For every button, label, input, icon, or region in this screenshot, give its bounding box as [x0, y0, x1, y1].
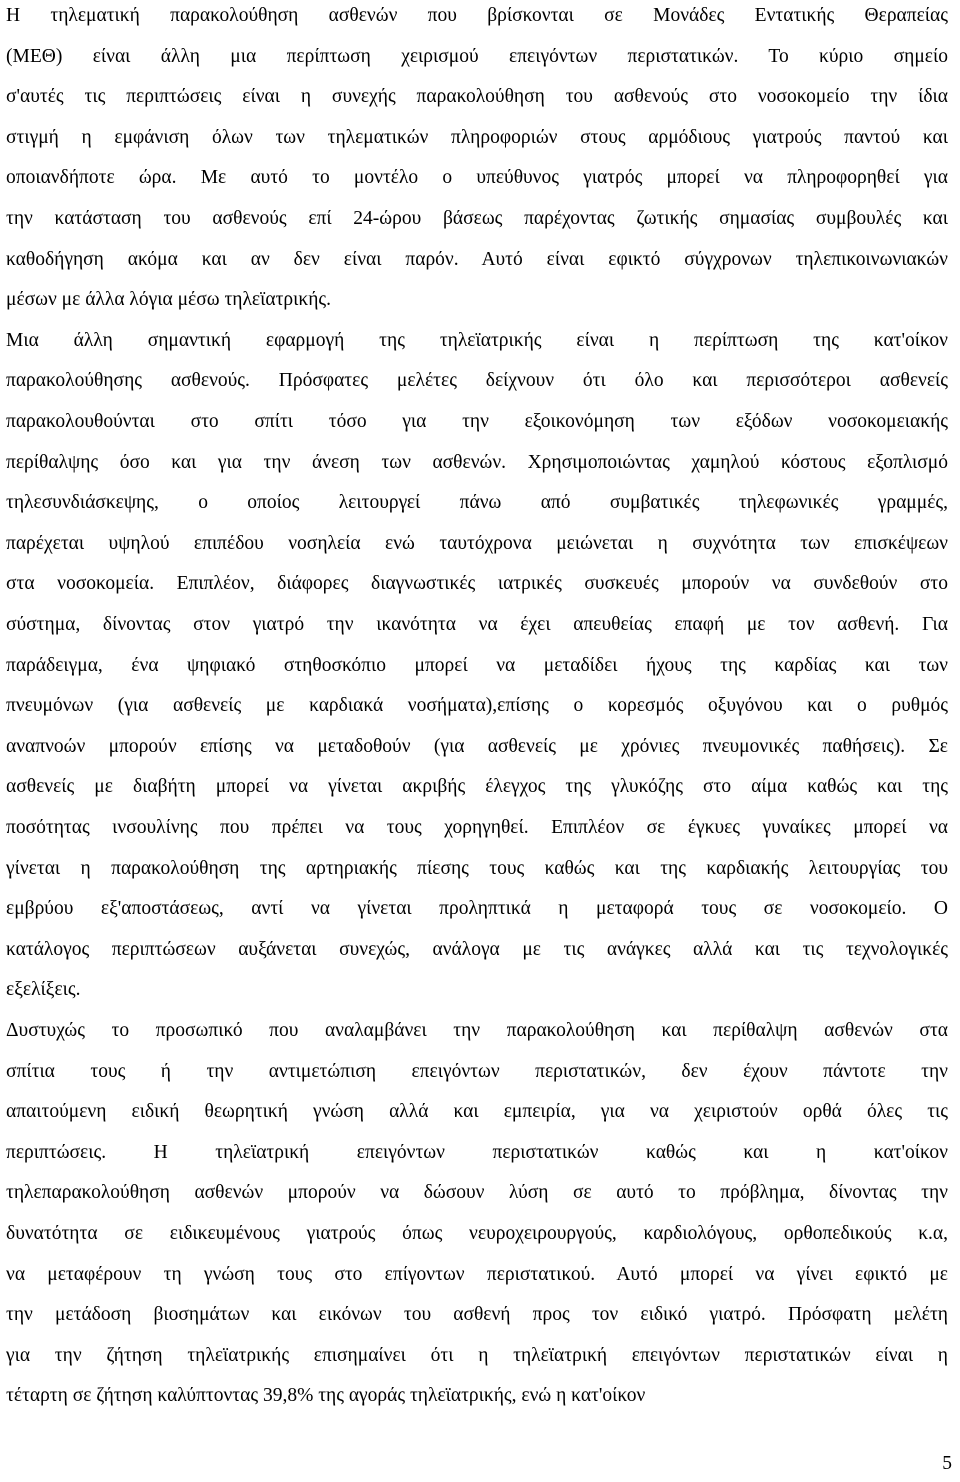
text-line: καθοδήγηση ακόμα και αν δεν είναι παρόν. Αυτό είναι εφικτό σύγχρονων τηλεπικοινωνιακών — [6, 248, 948, 270]
text-line: κατάλογος περιπτώσεων αυξάνεται συνεχώς, ανάλογα με τις ανάγκες αλλά και τις τεχνολογικές — [6, 938, 948, 960]
text-line: στιγμή η εμφάνιση όλων των τηλεματικών πληροφοριών στους αρμόδιους γιατρούς παντού και — [6, 126, 948, 148]
text-line: οποιανδήποτε ώρα. Με αυτό το μοντέλο ο υπεύθυνος γιατρός μπορεί να πληροφορηθεί για — [6, 167, 948, 189]
text-line: Μια άλλη σημαντική εφαρμογή της τηλεϊατρικής είναι η περίπτωση της κατ'οίκον — [6, 329, 948, 351]
text-line: σπίτια τους ή την αντιμετώπιση επειγόντων περιστατικών, δεν έχουν πάντοτε την — [6, 1060, 948, 1082]
text-line: την μετάδοση βιοσημάτων και εικόνων του ασθενή προς τον ειδικό γιατρό. Πρόσφατη μελέτη — [6, 1304, 948, 1326]
text-line: περίθαλψης όσο και για την άνεση των ασθενών. Χρησιμοποιώντας χαμηλού κόστους εξοπλισμό — [6, 451, 948, 473]
text-line: μέσων με άλλα λόγια μέσω τηλεϊατρικής. — [6, 289, 332, 311]
text-line: σ'αυτές τις περιπτώσεις είναι η συνεχής παρακολούθηση του ασθενούς στο νοσοκομείο την ίδια — [6, 86, 948, 108]
text-line: τέταρτη σε ζήτηση καλύπτοντας 39,8% της αγοράς τηλεϊατρικής, ενώ η κατ'οίκον — [6, 1385, 646, 1407]
text-line: Δυστυχώς το προσωπικό που αναλαμβάνει την παρακολούθηση και περίθαλψη ασθενών στα — [6, 1020, 948, 1041]
text-line: Η τηλεματική παρακολούθηση ασθενών που βρίσκονται σε Μονάδες Εντατικής Θεραπείας — [6, 5, 948, 26]
text-line: απαιτούμενη ειδική θεωρητική γνώση αλλά και εμπειρία, για να χειριστούν ορθά όλες τις — [6, 1101, 948, 1123]
text-line: γίνεται η παρακολούθηση της αρτηριακής πίεσης τους καθώς και της καρδιακής λειτουργίας του — [6, 857, 948, 879]
text-line: την κατάσταση του ασθενούς επί 24-ώρου βάσεως παρέχοντας ζωτικής σημασίας συμβουλές και — [6, 208, 948, 229]
text-line: να μεταφέρουν τη γνώση τους στο επίγοντων περιστατικού. Αυτό μπορεί να γίνει εφικτό με — [6, 1263, 948, 1285]
text-line: παρέχεται υψηλού επιπέδου νοσηλεία ενώ ταυτόχρονα μειώνεται η συχνότητα των επισκέψεων — [6, 532, 948, 554]
text-line: σύστημα, δίνοντας στον γιατρό την ικανότητα να έχει απευθείας επαφή με τον ασθενή. Για — [6, 614, 948, 635]
text-line: για την ζήτηση τηλεϊατρικής επισημαίνει ότι η τηλεϊατρική επειγόντων περιστατικών είναι η — [6, 1344, 948, 1366]
text-line: περιπτώσεις. Η τηλεϊατρική επειγόντων περιστατικών καθώς και η κατ'οίκον — [6, 1141, 948, 1163]
text-line: εμβρύου εξ'αποστάσεως, αντί να γίνεται προληπτικά η μεταφορά τους σε νοσοκομείο. Ο — [6, 898, 948, 920]
text-line: αναπνοών μπορούν επίσης να μεταδοθούν (για ασθενείς με χρόνιες πνευμονικές παθήσεις). Σε — [6, 735, 948, 757]
text-line: παρακολούθησης ασθενούς. Πρόσφατες μελέτες δείχνουν ότι όλο και περισσότεροι ασθενείς — [6, 370, 948, 392]
text-line: (ΜΕΘ) είναι άλλη μια περίπτωση χειρισμού επειγόντων περιστατικών. Το κύριο σημείο — [6, 45, 948, 67]
text-line: ποσότητας ινσουλίνης που πρέπει να τους χορηγηθεί. Επιπλέον σε έγκυες γυναίκες μπορεί να — [6, 817, 948, 838]
text-line: πνευμόνων (για ασθενείς με καρδιακά νοσήματα),επίσης ο κορεσμός οξυγόνου και ο ρυθμός — [6, 695, 948, 717]
text-line: παρακολουθούνται στο σπίτι τόσο για την εξοικονόμηση των εξόδων νοσοκομειακής — [6, 411, 948, 432]
text-line: τηλεπαρακολούθηση ασθενών μπορούν να δώσουν λύση σε αυτό το πρόβλημα, δίνοντας την — [6, 1182, 948, 1204]
text-line: ασθενείς με διαβήτη μπορεί να γίνεται ακριβής έλεγχος της γλυκόζης στο αίμα καθώς και της — [6, 776, 948, 798]
page-number: 5 — [942, 1453, 952, 1474]
text-line: τηλεσυνδιάσκεψης, ο οποίος λειτουργεί πάνω από συμβατικές τηλεφωνικές γραμμές, — [6, 492, 948, 514]
text-line: παράδειγμα, ένα ψηφιακό στηθοσκόπιο μπορεί να μεταδίδει ήχους της καρδίας και των — [6, 654, 948, 676]
text-line: εξελίξεις. — [6, 979, 81, 1001]
text-line: δυνατότητα σε ειδικευμένους γιατρούς όπως νευροχειρουργούς, καρδιολόγους, ορθοπεδικούς κ.α, — [6, 1223, 948, 1244]
text-line: στα νοσοκομεία. Επιπλέον, διάφορες διαγνωστικές ιατρικές συσκευές μπορούν να συνδεθούν στο — [6, 573, 948, 595]
